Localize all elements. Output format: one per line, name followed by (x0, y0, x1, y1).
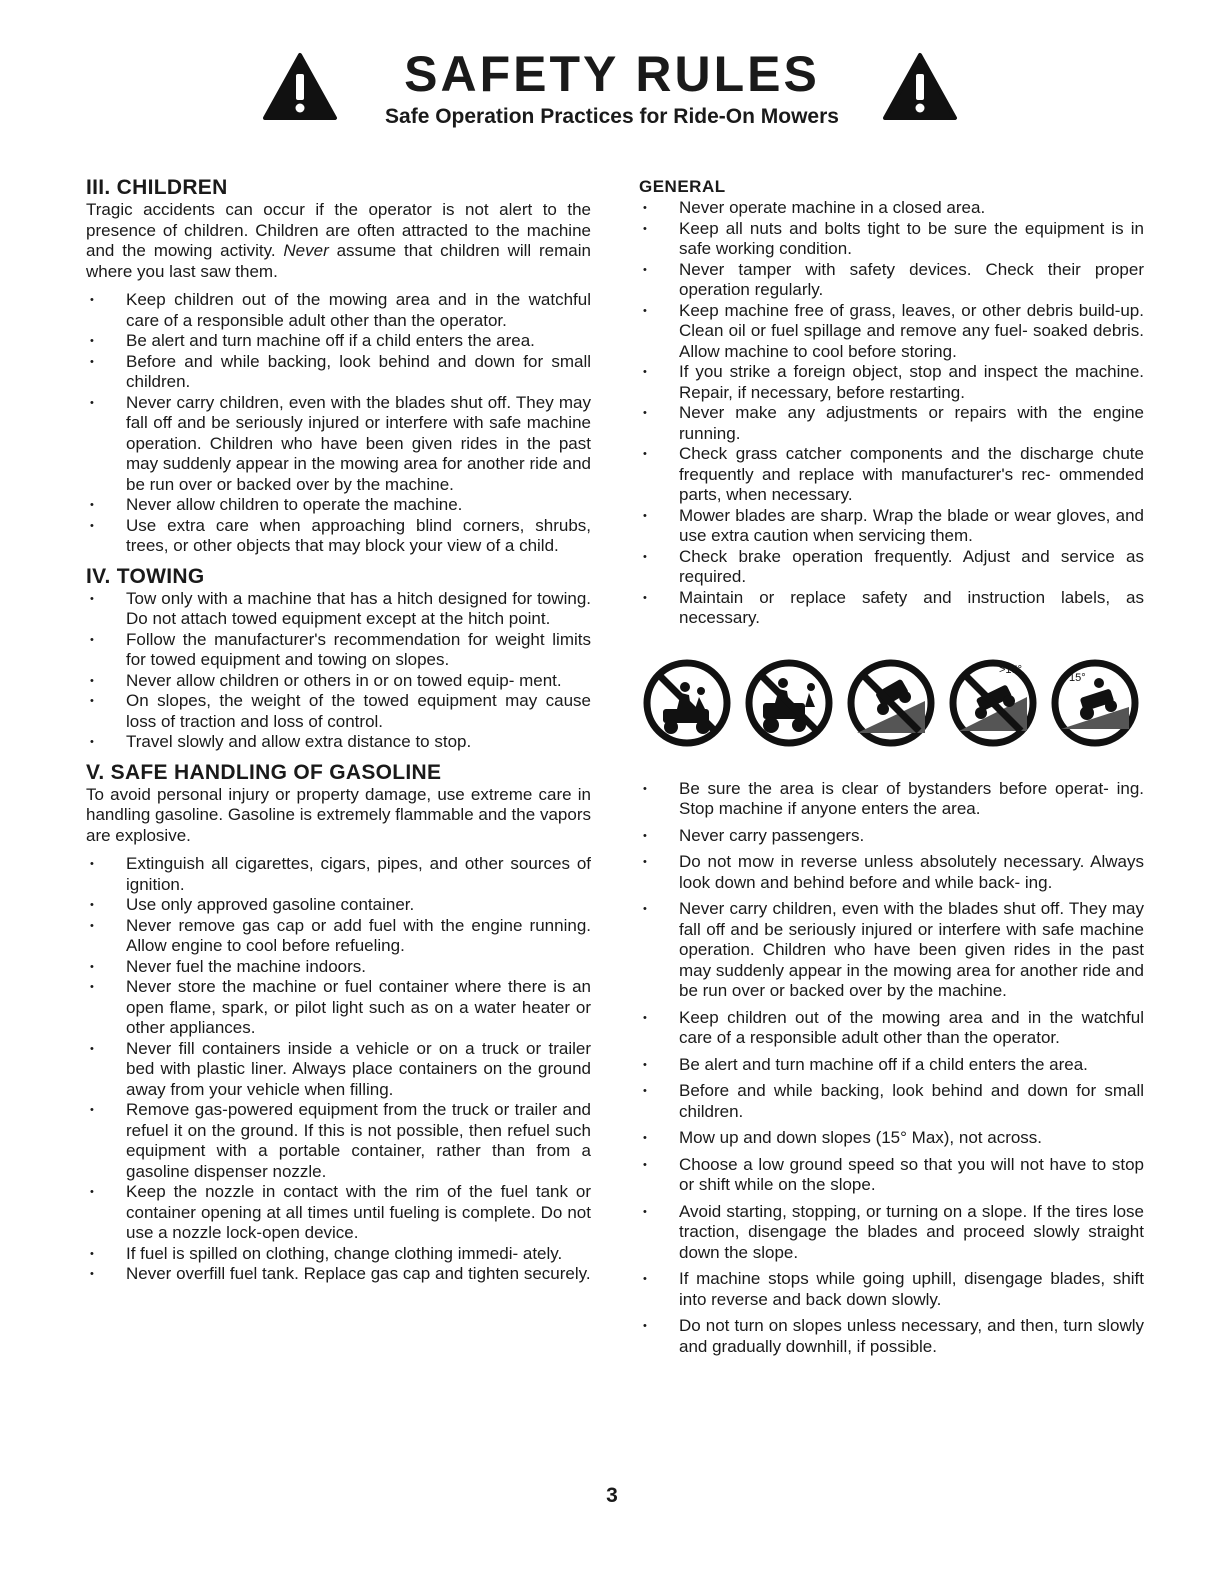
section-heading-general: GENERAL (639, 177, 726, 196)
section-heading-gasoline: V. SAFE HANDLING OF GASOLINE (86, 760, 442, 784)
list-item: • If fuel is spilled on clothing, change clothing immedi- ately. (86, 1244, 591, 1265)
list-item: • Use extra care when approaching blind corners, shrubs, trees, or other objects that may block your view of a child. (86, 516, 591, 557)
list-item: • Never tamper with safety devices. Check their proper operation regularly. (639, 260, 1144, 301)
list-item: • Tow only with a machine that has a hitch designed for towing. Do not attach towed equipment except at the hitch point. (86, 589, 591, 630)
list-item: • Keep machine free of grass, leaves, or other debris build-up. Clean oil or fuel spillage and remove any fuel- soaked debris. Allow machine to cool before storing. (639, 301, 1144, 363)
list-item: • Remove gas-powered equipment from the truck or trailer and refuel it on the ground. If this is not possible, then refuel such equipment with a portable container, rather than from a gasoline dispenser nozzle. (86, 1100, 591, 1182)
list-item: • Follow the manufacturer's recommendation for weight limits for towed equipment and towing on slopes. (86, 630, 591, 671)
list-item: • Mow up and down slopes (15° Max), not across. (639, 1128, 1144, 1149)
no-passengers-icon (643, 651, 731, 755)
list-item: • Be alert and turn machine off if a child enters the area. (86, 331, 591, 352)
list-item: • Never allow children or others in or on towed equip- ment. (86, 671, 591, 692)
list-item: • Check brake operation frequently. Adjust and service as required. (639, 547, 1144, 588)
list-item: • Never carry passengers. (639, 826, 1144, 847)
list-item: • Never store the machine or fuel container where there is an open flame, spark, or pilot light such as on a water heater or other appliances. (86, 977, 591, 1039)
list-item: • Never remove gas cap or add fuel with the engine running. Allow engine to cool before refueling. (86, 916, 591, 957)
list-item: • Avoid starting, stopping, or turning on a slope. If the tires lose traction, disengage the blades and proceed slowly straight down the slope. (639, 1202, 1144, 1264)
page-header (0, 40, 1224, 140)
list-item: • Never operate machine in a closed area. (639, 198, 1144, 219)
list-item: • Travel slowly and allow extra distance to stop. (86, 732, 591, 753)
list-item: • Keep children out of the mowing area and in the watchful care of a responsible adult other than the operator. (86, 290, 591, 331)
section-heading-children: III. CHILDREN (86, 176, 228, 199)
list-item: • Maintain or replace safety and instruction labels, as necessary. (639, 588, 1144, 629)
list-item: • Never carry children, even with the blades shut off. They may fall off and be seriously injured or interfere with safe machine operation. Children who have been given rides in the past may suddenly appear in the mowing area for another ride and be run over or backed over by the machine. (639, 899, 1144, 1002)
list-item: • Keep children out of the mowing area and in the watchful care of a responsible adult other than the operator. (639, 1008, 1144, 1049)
list-item: • Do not turn on slopes unless necessary, and then, turn slowly and gradually downhill, if possible. (639, 1316, 1144, 1357)
page-number: 3 (606, 1484, 618, 1507)
list-item: • Keep all nuts and bolts tight to be sure the equipment is in safe working condition. (639, 219, 1144, 260)
slope-angle-label: >15° (999, 663, 1023, 676)
no-steep-slope-icon (949, 651, 1037, 755)
children-list (86, 290, 591, 557)
list-item: • Keep the nozzle in contact with the rim of the fuel tank or container opening at all times until fueling is complete. Do not use a nozzle lock-open device. (86, 1182, 591, 1244)
right-column (639, 176, 1144, 1363)
slope-angle-label: 15° (1069, 671, 1086, 684)
list-item: • Be alert and turn machine off if a child enters the area. (639, 1055, 1144, 1076)
no-bystanders-icon (745, 651, 833, 755)
operation-list (639, 779, 1144, 1358)
list-item: • Never fill containers inside a vehicle or on a truck or trailer bed with plastic liner. Always place containers on the ground away from your vehicle when filling. (86, 1039, 591, 1101)
list-item: • Check grass catcher components and the discharge chute frequently and replace with manufacturer's rec- ommended parts, when necessary. (639, 444, 1144, 506)
safety-pictograms (639, 651, 1144, 761)
towing-list (86, 589, 591, 753)
list-item: • Never overfill fuel tank. Replace gas cap and tighten securely. (86, 1264, 591, 1285)
list-item: • Use only approved gasoline container. (86, 895, 591, 916)
warning-triangle-icon (882, 52, 958, 122)
list-item: • Never carry children, even with the blades shut off. They may fall off and be seriously injured or interfere with safe machine operation. Children who have been given rides in the past may suddenly appear in the mowing area for another ride and be run over or backed over by the machine. (86, 393, 591, 496)
list-item: • Never allow children to operate the machine. (86, 495, 591, 516)
left-column (86, 176, 591, 1291)
list-item: • Never make any adjustments or repairs with the engine running. (639, 403, 1144, 444)
list-item: • Mower blades are sharp. Wrap the blade or wear gloves, and use extra caution when servicing them. (639, 506, 1144, 547)
list-item: • Before and while backing, look behind and down for small children. (86, 352, 591, 393)
list-item: • Before and while backing, look behind and down for small children. (639, 1081, 1144, 1122)
page-subtitle: Safe Operation Practices for Ride-On Mowers (385, 105, 839, 128)
list-item: • Never fuel the machine indoors. (86, 957, 591, 978)
list-item: • On slopes, the weight of the towed equipment may cause loss of traction and loss of control. (86, 691, 591, 732)
slope-up-down-icon (1051, 651, 1139, 755)
children-intro: Tragic accidents can occur if the operator is not alert to the presence of children. Children are often attracted to the machine and the mowing activity. Never assume that children will remain where you last saw them. (86, 200, 591, 281)
list-item: • Do not mow in reverse unless absolutely necessary. Always look down and behind before and while back- ing. (639, 852, 1144, 893)
page-title: SAFETY RULES (404, 46, 820, 102)
no-slope-across-icon (847, 651, 935, 755)
list-item: • Extinguish all cigarettes, cigars, pipes, and other sources of ignition. (86, 854, 591, 895)
list-item: • Choose a low ground speed so that you will not have to stop or shift while on the slope. (639, 1155, 1144, 1196)
general-list (639, 198, 1144, 629)
gasoline-intro: To avoid personal injury or property damage, use extreme care in handling gasoline. Gasoline is extremely flammable and the vapors are explosive. (86, 784, 591, 845)
gasoline-list (86, 854, 591, 1285)
emphasis-never: Never (283, 241, 329, 260)
section-heading-towing: IV. TOWING (86, 564, 205, 588)
list-item: • If you strike a foreign object, stop and inspect the machine. Repair, if necessary, before restarting. (639, 362, 1144, 403)
list-item: • If machine stops while going uphill, disengage blades, shift into reverse and back down slowly. (639, 1269, 1144, 1310)
list-item: • Be sure the area is clear of bystanders before operat- ing. Stop machine if anyone enters the area. (639, 779, 1144, 820)
